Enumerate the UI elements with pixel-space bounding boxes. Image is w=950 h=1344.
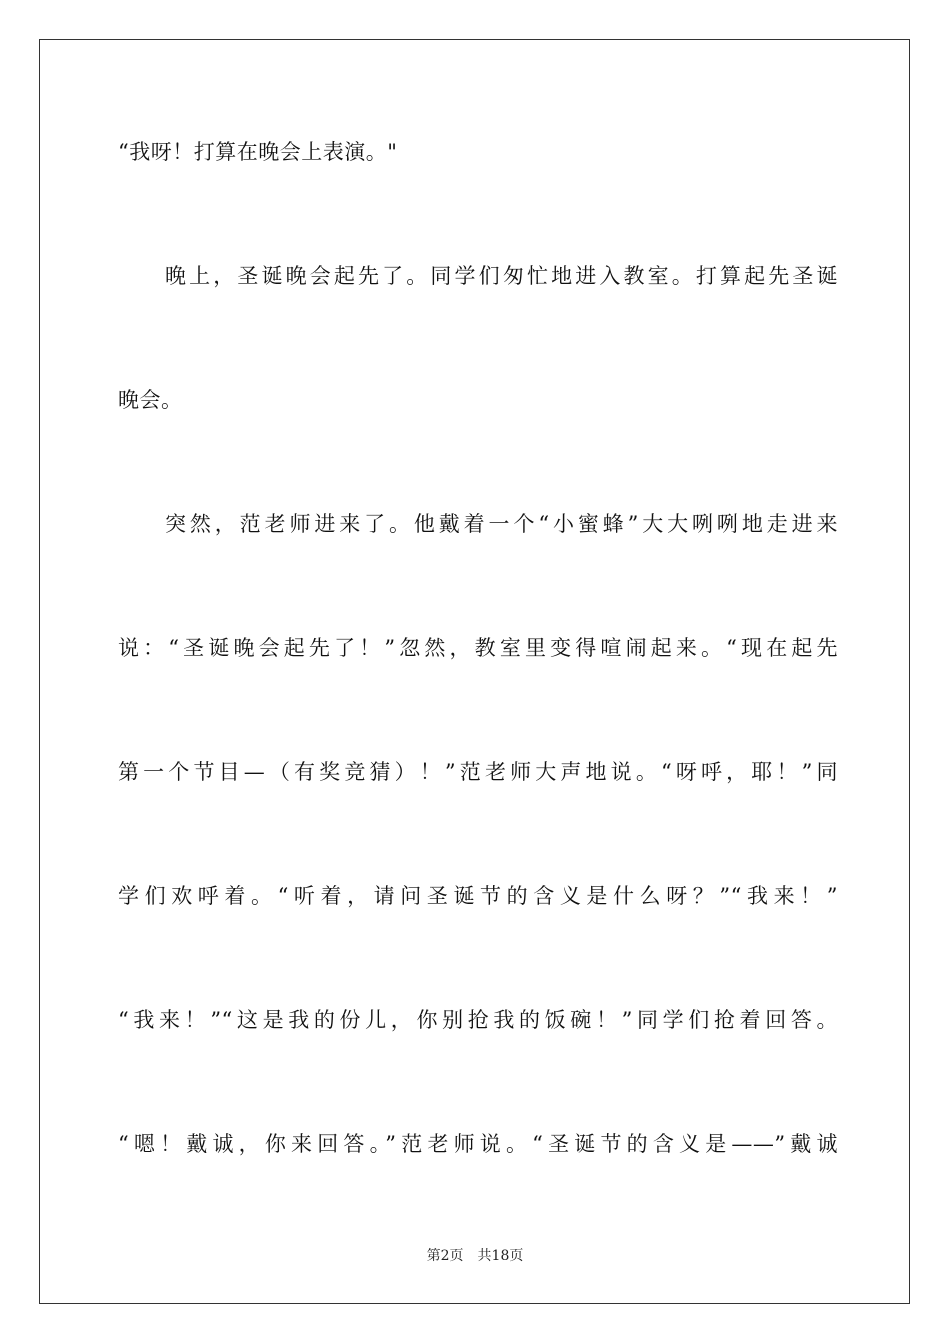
text-line: 第一个节目—（有奖竞猜）！”范老师大声地说。“呀呼，耶！”同 [118,760,838,784]
text-line: 学们欢呼着。“听着，请问圣诞节的含义是什么呀？”“我来！” [118,884,838,908]
paragraph-line: 晚上，圣诞晚会起先了。同学们匆忙地进入教室。打算起先圣诞 [165,264,838,288]
text-line: “我来！”“这是我的份儿，你别抢我的饭碗！”同学们抢着回答。 [118,1008,838,1032]
paragraph-line: 突然，范老师进来了。他戴着一个“小蜜蜂”大大咧咧地走进来 [165,512,838,536]
text-line: 晚会。 [118,388,183,412]
page-number-footer: 第2页 共18页 [426,1248,524,1264]
text-line: “嗯！戴诚，你来回答。”范老师说。“圣诞节的含义是——”戴诚 [118,1132,838,1156]
text-line: 说：“圣诞晚会起先了！”忽然，教室里变得喧闹起来。“现在起先 [118,636,838,660]
page-border [39,39,910,1304]
text-line: “我呀！打算在晚会上表演。" [118,140,398,164]
